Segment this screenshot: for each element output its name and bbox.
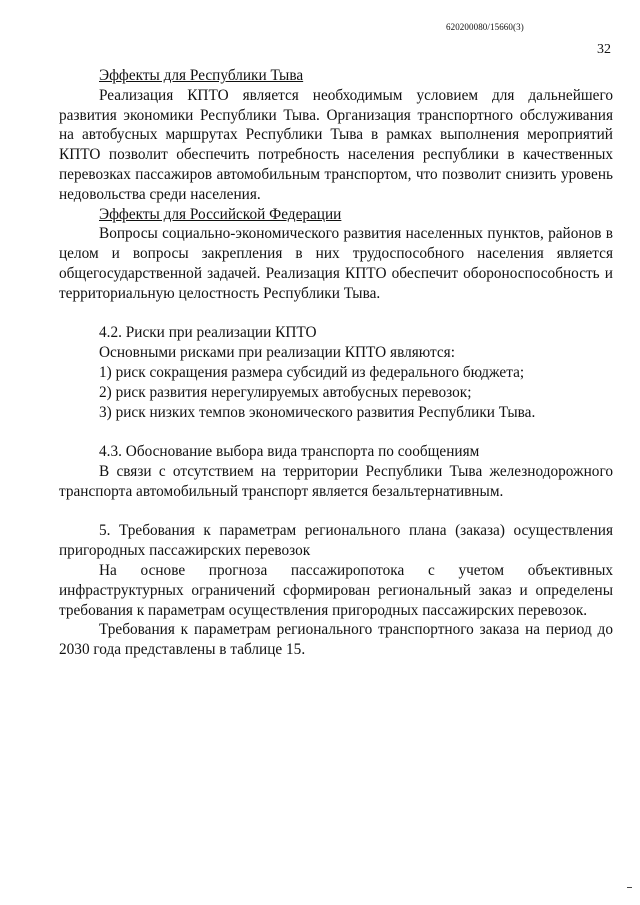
section-heading-requirements: 5. Требования к параметрам регионального плана (заказа) осуществления пригородных пассажирских перевозок — [59, 522, 613, 560]
spacer — [59, 422, 613, 442]
paragraph-requirements-1: На основе прогноза пассажиропотока с учетом объективных инфраструктурных ограничений сформирован региональный заказ и определены требования к параметрам осуществления пригородных пассажирских перевозок. — [59, 561, 613, 619]
document-code: 620200080/15660(3) — [446, 22, 524, 32]
paragraph-rf-effects: Вопросы социально-экономического развития населенных пунктов, районов в целом и вопросы закрепления в них трудоспособного населения является общегосударственной задачей. Реализация КПТО обеспечит обороноспособность и территориальную целостность Республики Тыва. — [59, 225, 613, 302]
risk-item-3: 3) риск низких темпов экономического развития Республики Тыва. — [99, 403, 536, 421]
section-heading-rf-effects: Эффекты для Российской Федерации — [99, 205, 342, 223]
risk-item-1: 1) риск сокращения размера субсидий из федерального бюджета; — [99, 363, 525, 381]
section-heading-risks: 4.2. Риски при реализации КПТО — [99, 324, 317, 342]
paragraph-requirements-2: Требования к параметрам регионального транспортного заказа на период до 2030 года представлены в таблице 15. — [59, 621, 613, 659]
paragraph-transport-choice: В связи с отсутствием на территории Республики Тыва железнодорожного транспорта автомобильный транспорт является безальтернативным. — [59, 462, 613, 500]
document-body — [59, 66, 613, 660]
spacer — [59, 502, 613, 522]
spacer — [59, 304, 613, 324]
page-number: 32 — [597, 42, 611, 57]
risks-intro: Основными рисками при реализации КПТО являются: — [99, 344, 455, 362]
risk-item-2: 2) риск развития нерегулируемых автобусных перевозок; — [99, 383, 472, 401]
section-heading-transport-choice: 4.3. Обоснование выбора вида транспорта по сообщениям — [99, 443, 480, 461]
paragraph-tuva-effects: Реализация КПТО является необходимым условием для дальнейшего развития экономики Республики Тыва. Организация транспортного обслуживания на автобусных маршрутах Республики Тыва в рамках выполнения мероприятий КПТО позволит обеспечить потребность населения республики в качественных перевозках пассажиров автомобильным транспортом, что позволит снизить уровень недовольства среди населения. — [59, 86, 613, 203]
section-heading-tuva-effects: Эффекты для Республики Тыва — [99, 67, 304, 84]
scan-mark — [627, 887, 632, 888]
